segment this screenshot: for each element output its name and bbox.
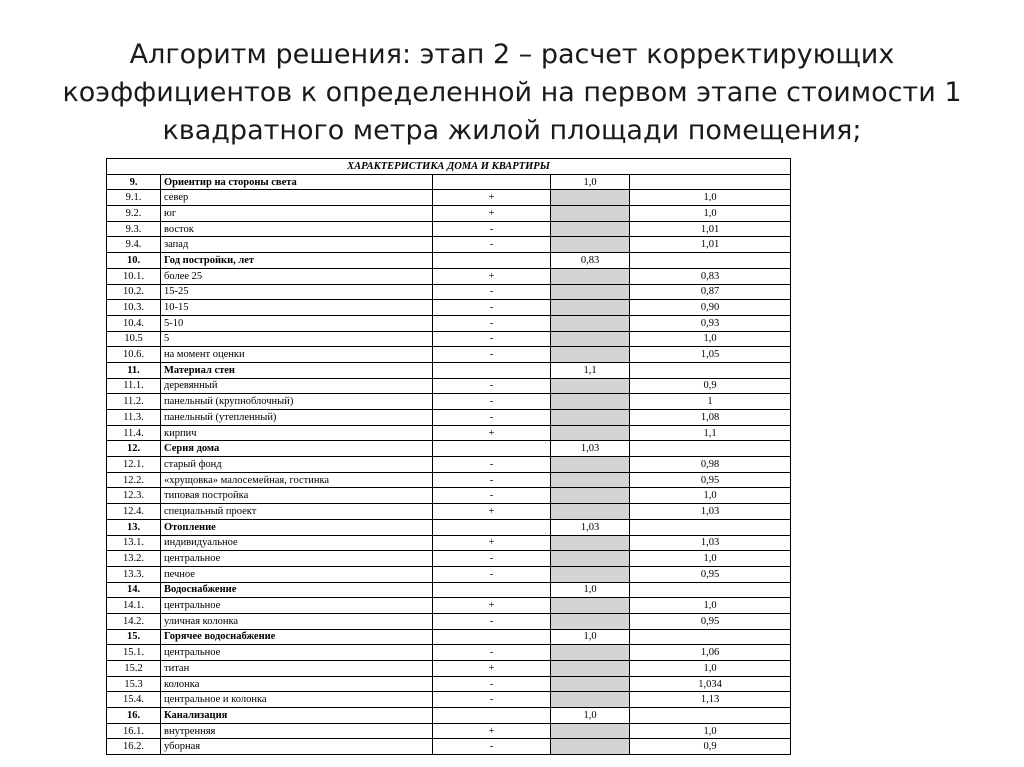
row-base-value <box>551 472 630 488</box>
row-coefficient: 0,93 <box>630 315 791 331</box>
row-name: запад <box>161 237 433 253</box>
row-base-value: 1,03 <box>551 519 630 535</box>
row-coefficient: 1,0 <box>630 551 791 567</box>
row-coefficient: 0,95 <box>630 472 791 488</box>
row-sign: - <box>433 472 551 488</box>
table-row <box>107 410 791 426</box>
row-sign: + <box>433 661 551 677</box>
row-sign: - <box>433 457 551 473</box>
slide-title-line-2: коэффициентов к определенной на первом этапе стоимости 1 <box>62 77 962 108</box>
row-name: Отопление <box>161 519 433 535</box>
row-number: 9.1. <box>107 190 161 206</box>
group-row <box>107 708 791 724</box>
row-name: Водоснабжение <box>161 582 433 598</box>
row-base-value <box>551 692 630 708</box>
table-row <box>107 676 791 692</box>
row-base-value <box>551 300 630 316</box>
row-base-value <box>551 739 630 755</box>
table-row <box>107 566 791 582</box>
row-base-value: 1,0 <box>551 582 630 598</box>
table-row <box>107 457 791 473</box>
table-row <box>107 598 791 614</box>
row-coefficient: 1,0 <box>630 661 791 677</box>
row-base-value <box>551 425 630 441</box>
table-row <box>107 284 791 300</box>
row-number: 10.2. <box>107 284 161 300</box>
table-row <box>107 378 791 394</box>
row-name: уличная колонка <box>161 613 433 629</box>
row-number: 13. <box>107 519 161 535</box>
row-coefficient: 0,87 <box>630 284 791 300</box>
row-number: 10.5 <box>107 331 161 347</box>
group-row <box>107 441 791 457</box>
row-number: 12.1. <box>107 457 161 473</box>
table-row <box>107 394 791 410</box>
row-name: старый фонд <box>161 457 433 473</box>
row-base-value <box>551 394 630 410</box>
row-coefficient: 1,0 <box>630 598 791 614</box>
row-sign: + <box>433 598 551 614</box>
row-coefficient: 0,95 <box>630 613 791 629</box>
row-base-value <box>551 457 630 473</box>
table-row <box>107 268 791 284</box>
group-row <box>107 174 791 190</box>
row-base-value <box>551 613 630 629</box>
row-coefficient: 1,034 <box>630 676 791 692</box>
row-base-value <box>551 566 630 582</box>
row-name: Материал стен <box>161 362 433 378</box>
table-row <box>107 315 791 331</box>
table-row <box>107 613 791 629</box>
row-sign: + <box>433 268 551 284</box>
table-header: ХАРАКТЕРИСТИКА ДОМА И КВАРТИРЫ <box>107 159 791 175</box>
row-sign: + <box>433 504 551 520</box>
row-sign <box>433 441 551 457</box>
row-number: 11.4. <box>107 425 161 441</box>
row-base-value <box>551 551 630 567</box>
row-base-value <box>551 661 630 677</box>
row-sign: - <box>433 315 551 331</box>
row-name: более 25 <box>161 268 433 284</box>
row-coefficient: 1,03 <box>630 535 791 551</box>
row-coefficient: 0,98 <box>630 457 791 473</box>
row-coefficient: 0,95 <box>630 566 791 582</box>
row-name: восток <box>161 221 433 237</box>
row-coefficient <box>630 253 791 269</box>
row-coefficient: 0,9 <box>630 739 791 755</box>
row-sign: - <box>433 331 551 347</box>
row-sign: - <box>433 410 551 426</box>
row-coefficient <box>630 441 791 457</box>
row-number: 16.2. <box>107 739 161 755</box>
row-number: 13.3. <box>107 566 161 582</box>
row-name: кирпич <box>161 425 433 441</box>
row-number: 9. <box>107 174 161 190</box>
row-base-value: 1,0 <box>551 708 630 724</box>
row-number: 12.3. <box>107 488 161 504</box>
row-coefficient: 1,06 <box>630 645 791 661</box>
group-row <box>107 253 791 269</box>
row-sign: + <box>433 206 551 222</box>
row-name: Канализация <box>161 708 433 724</box>
row-name: индивидуальное <box>161 535 433 551</box>
row-number: 14.2. <box>107 613 161 629</box>
row-base-value: 1,03 <box>551 441 630 457</box>
row-number: 11. <box>107 362 161 378</box>
row-base-value <box>551 645 630 661</box>
row-number: 9.4. <box>107 237 161 253</box>
row-name: типовая постройка <box>161 488 433 504</box>
row-coefficient: 1,03 <box>630 504 791 520</box>
row-number: 9.2. <box>107 206 161 222</box>
row-base-value <box>551 331 630 347</box>
row-name: колонка <box>161 676 433 692</box>
row-sign <box>433 362 551 378</box>
row-sign <box>433 582 551 598</box>
row-sign: - <box>433 394 551 410</box>
row-sign: - <box>433 347 551 363</box>
row-sign: + <box>433 425 551 441</box>
row-coefficient: 1,0 <box>630 331 791 347</box>
row-name: специальный проект <box>161 504 433 520</box>
row-sign: - <box>433 676 551 692</box>
row-name: Год постройки, лет <box>161 253 433 269</box>
row-sign: + <box>433 190 551 206</box>
row-sign: - <box>433 645 551 661</box>
row-name: юг <box>161 206 433 222</box>
row-base-value <box>551 378 630 394</box>
row-base-value: 1,0 <box>551 174 630 190</box>
row-number: 14. <box>107 582 161 598</box>
row-number: 15.2 <box>107 661 161 677</box>
row-base-value <box>551 488 630 504</box>
row-sign: - <box>433 613 551 629</box>
row-base-value <box>551 723 630 739</box>
row-number: 11.1. <box>107 378 161 394</box>
table-row <box>107 504 791 520</box>
row-coefficient <box>630 629 791 645</box>
row-number: 12. <box>107 441 161 457</box>
table-header-row <box>107 159 791 175</box>
row-base-value: 1,0 <box>551 629 630 645</box>
table-row <box>107 472 791 488</box>
row-coefficient: 1,1 <box>630 425 791 441</box>
row-base-value <box>551 504 630 520</box>
row-coefficient: 1,0 <box>630 488 791 504</box>
row-base-value <box>551 315 630 331</box>
table-row <box>107 661 791 677</box>
row-sign <box>433 708 551 724</box>
table-row <box>107 645 791 661</box>
row-name: центральное <box>161 551 433 567</box>
row-base-value <box>551 190 630 206</box>
row-sign: - <box>433 739 551 755</box>
row-coefficient: 1,13 <box>630 692 791 708</box>
table-row <box>107 331 791 347</box>
table-row <box>107 190 791 206</box>
row-name: Горячее водоснабжение <box>161 629 433 645</box>
row-number: 16.1. <box>107 723 161 739</box>
table-row <box>107 206 791 222</box>
table-row <box>107 347 791 363</box>
slide-title <box>0 36 1024 150</box>
row-base-value <box>551 676 630 692</box>
group-row <box>107 362 791 378</box>
row-coefficient: 1,0 <box>630 206 791 222</box>
row-sign <box>433 253 551 269</box>
row-coefficient: 1,01 <box>630 237 791 253</box>
row-name: центральное <box>161 645 433 661</box>
row-coefficient <box>630 362 791 378</box>
row-coefficient: 0,90 <box>630 300 791 316</box>
row-coefficient: 1 <box>630 394 791 410</box>
row-coefficient: 1,0 <box>630 723 791 739</box>
row-coefficient <box>630 174 791 190</box>
row-number: 16. <box>107 708 161 724</box>
row-number: 15.3 <box>107 676 161 692</box>
row-number: 13.1. <box>107 535 161 551</box>
row-sign: + <box>433 535 551 551</box>
table-row <box>107 221 791 237</box>
row-name: 10-15 <box>161 300 433 316</box>
row-name: уборная <box>161 739 433 755</box>
row-base-value <box>551 410 630 426</box>
row-name: 15-25 <box>161 284 433 300</box>
table-row <box>107 237 791 253</box>
row-sign <box>433 629 551 645</box>
table-row <box>107 425 791 441</box>
slide-title-line-3: квадратного метра жилой площади помещения; <box>162 115 862 146</box>
row-number: 11.2. <box>107 394 161 410</box>
row-sign: - <box>433 692 551 708</box>
row-base-value <box>551 535 630 551</box>
row-base-value: 0,83 <box>551 253 630 269</box>
row-base-value <box>551 598 630 614</box>
slide-title-line-1: Алгоритм решения: этап 2 – расчет корректирующих <box>129 39 895 70</box>
group-row <box>107 582 791 598</box>
row-number: 15.4. <box>107 692 161 708</box>
row-number: 15. <box>107 629 161 645</box>
row-sign: - <box>433 221 551 237</box>
row-base-value <box>551 237 630 253</box>
row-sign <box>433 519 551 535</box>
row-name: «хрущовка» малосемейная, гостинка <box>161 472 433 488</box>
row-number: 12.4. <box>107 504 161 520</box>
table-row <box>107 300 791 316</box>
row-base-value: 1,1 <box>551 362 630 378</box>
row-base-value <box>551 284 630 300</box>
row-name: печное <box>161 566 433 582</box>
row-name: центральное и колонка <box>161 692 433 708</box>
row-name: панельный (утепленный) <box>161 410 433 426</box>
row-name: центральное <box>161 598 433 614</box>
group-row <box>107 519 791 535</box>
row-number: 15.1. <box>107 645 161 661</box>
row-name: деревянный <box>161 378 433 394</box>
row-name: север <box>161 190 433 206</box>
row-name: 5-10 <box>161 315 433 331</box>
row-name: на момент оценки <box>161 347 433 363</box>
row-sign: + <box>433 723 551 739</box>
row-number: 9.3. <box>107 221 161 237</box>
row-name: 5 <box>161 331 433 347</box>
table-row <box>107 535 791 551</box>
row-coefficient: 1,0 <box>630 190 791 206</box>
row-name: внутренняя <box>161 723 433 739</box>
row-number: 10. <box>107 253 161 269</box>
table-row <box>107 692 791 708</box>
characteristics-table <box>106 158 791 755</box>
row-base-value <box>551 221 630 237</box>
row-number: 10.4. <box>107 315 161 331</box>
row-number: 10.6. <box>107 347 161 363</box>
row-number: 11.3. <box>107 410 161 426</box>
row-sign: - <box>433 566 551 582</box>
row-sign: - <box>433 488 551 504</box>
row-name: Ориентир на стороны света <box>161 174 433 190</box>
row-coefficient: 0,9 <box>630 378 791 394</box>
row-sign: - <box>433 551 551 567</box>
table-row <box>107 551 791 567</box>
row-base-value <box>551 268 630 284</box>
row-name: титан <box>161 661 433 677</box>
row-number: 10.3. <box>107 300 161 316</box>
row-number: 12.2. <box>107 472 161 488</box>
row-base-value <box>551 206 630 222</box>
row-sign: - <box>433 300 551 316</box>
table-row <box>107 488 791 504</box>
row-coefficient: 1,08 <box>630 410 791 426</box>
row-coefficient: 0,83 <box>630 268 791 284</box>
table-row <box>107 723 791 739</box>
row-sign: - <box>433 284 551 300</box>
row-number: 13.2. <box>107 551 161 567</box>
row-coefficient: 1,01 <box>630 221 791 237</box>
characteristics-table-body <box>107 159 791 755</box>
row-coefficient <box>630 519 791 535</box>
row-name: панельный (крупноблочный) <box>161 394 433 410</box>
row-number: 10.1. <box>107 268 161 284</box>
group-row <box>107 629 791 645</box>
row-sign: - <box>433 378 551 394</box>
row-name: Серия дома <box>161 441 433 457</box>
row-coefficient <box>630 708 791 724</box>
row-sign: - <box>433 237 551 253</box>
table-row <box>107 739 791 755</box>
row-coefficient <box>630 582 791 598</box>
row-sign <box>433 174 551 190</box>
row-coefficient: 1,05 <box>630 347 791 363</box>
row-base-value <box>551 347 630 363</box>
row-number: 14.1. <box>107 598 161 614</box>
